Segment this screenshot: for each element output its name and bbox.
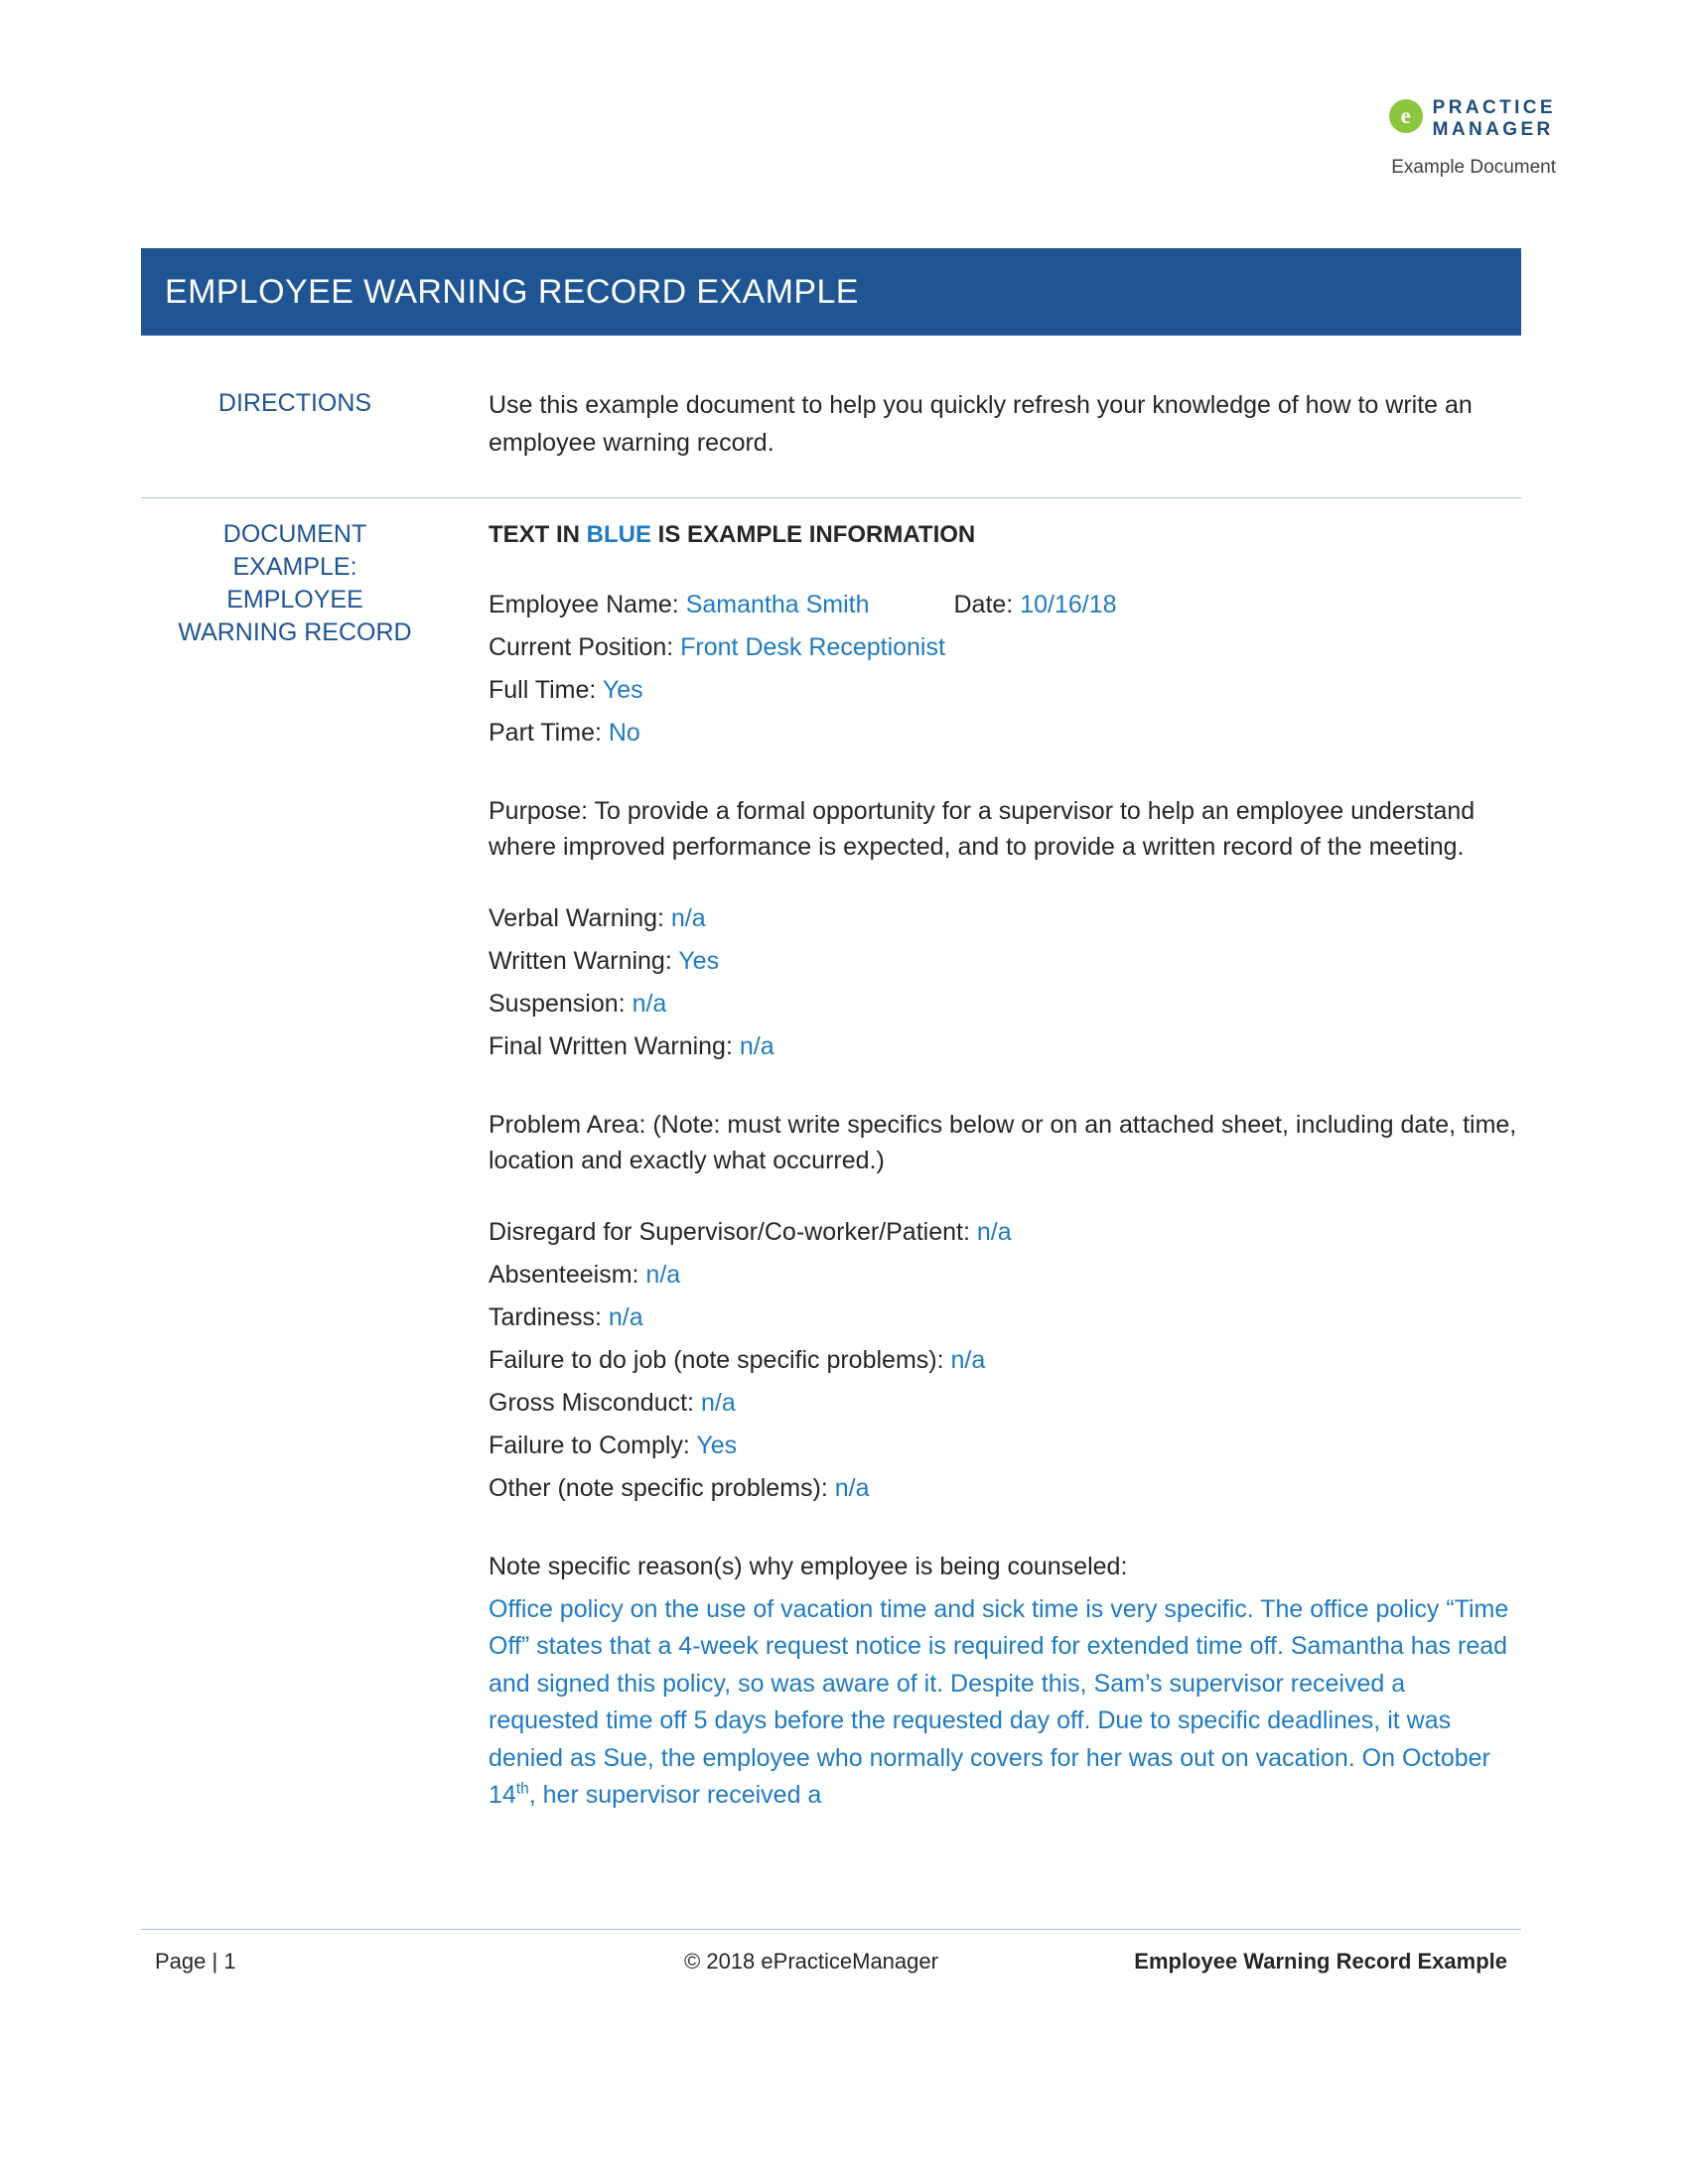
legend-pre: TEXT IN bbox=[489, 521, 587, 548]
footer-page-number: Page | 1 bbox=[155, 1949, 236, 1974]
failure-to-comply-line bbox=[489, 1428, 1521, 1463]
part-time-label: Part Time: bbox=[489, 718, 602, 747]
document-example-label bbox=[141, 498, 449, 649]
reason-paragraph bbox=[489, 1591, 1521, 1815]
employee-name-label: Employee Name: bbox=[489, 590, 679, 618]
part-time-value: No bbox=[608, 718, 640, 747]
verbal-warning-value: n/a bbox=[670, 903, 706, 932]
page-footer bbox=[141, 1949, 1521, 1975]
brand-wordmark bbox=[1433, 97, 1556, 141]
gross-misconduct-line bbox=[489, 1385, 1521, 1421]
full-time-value: Yes bbox=[602, 675, 643, 704]
footer-document-name: Employee Warning Record Example bbox=[1134, 1949, 1507, 1974]
purpose-paragraph: Purpose: To provide a formal opportunity for a supervisor to help an employee understand where improved performance is expected, and to provide a written record of the meeting. bbox=[489, 796, 1476, 861]
spacer bbox=[489, 1513, 1521, 1549]
problem-area-note: Problem Area: (Note: must write specifics below or on an attached sheet, including date, time, location and exactly what occurred.) bbox=[489, 1110, 1517, 1174]
failure-to-comply-value: Yes bbox=[696, 1431, 738, 1459]
page-title: EMPLOYEE WARNING RECORD EXAMPLE bbox=[165, 272, 859, 311]
date-label: Date: bbox=[953, 590, 1014, 618]
failure-to-do-job-label: Failure to do job (note specific problems): bbox=[489, 1345, 944, 1374]
spacer bbox=[489, 1071, 1521, 1107]
date-value: 10/16/18 bbox=[1020, 590, 1117, 618]
suspension-line bbox=[489, 986, 1521, 1022]
legend-post: IS EXAMPLE INFORMATION bbox=[651, 521, 976, 548]
label-line-employee: EMPLOYEE bbox=[226, 586, 363, 614]
suspension-label: Suspension: bbox=[489, 989, 626, 1018]
brand-logo bbox=[1389, 97, 1556, 141]
final-written-warning-value: n/a bbox=[739, 1031, 774, 1060]
verbal-warning-line bbox=[489, 900, 1521, 936]
brand-word-practice: PRACTICE bbox=[1432, 97, 1556, 118]
label-line-warning-record: WARNING RECORD bbox=[178, 618, 412, 646]
label-line-example: EXAMPLE: bbox=[232, 553, 357, 581]
final-written-warning-line bbox=[489, 1028, 1521, 1064]
brand-subtitle: Example Document bbox=[1391, 157, 1556, 178]
written-warning-label: Written Warning: bbox=[489, 946, 672, 975]
current-position-line bbox=[489, 629, 1521, 665]
full-time-label: Full Time: bbox=[489, 675, 597, 704]
tardiness-value: n/a bbox=[608, 1302, 643, 1331]
absenteeism-line bbox=[489, 1257, 1521, 1293]
employee-name-value: Samantha Smith bbox=[685, 590, 870, 618]
spacer bbox=[489, 865, 1521, 900]
directions-row bbox=[141, 367, 1521, 462]
reason-label: Note specific reason(s) why employee is being counseled: bbox=[489, 1552, 1128, 1580]
absenteeism-label: Absenteeism: bbox=[489, 1260, 639, 1289]
legend-line bbox=[489, 518, 1521, 553]
document-example-row bbox=[141, 498, 1521, 1815]
disregard-label: Disregard for Supervisor/Co-worker/Patient: bbox=[489, 1217, 970, 1246]
verbal-warning-label: Verbal Warning: bbox=[489, 903, 664, 932]
disregard-value: n/a bbox=[976, 1217, 1012, 1246]
failure-to-comply-label: Failure to Comply: bbox=[489, 1431, 690, 1459]
part-time-line bbox=[489, 715, 1521, 751]
tardiness-label: Tardiness: bbox=[489, 1302, 602, 1331]
reason-text-part1: Office policy on the use of vacation time and sick time is very specific. The office policy “Time Off” states that a 4-week request notice is required for extended time off. Samantha has read and signed this policy, so was aware of it. Despite this, Sam’s supervisor received a requested time off 5 days before the requested day off. Due to specific deadlines, it was denied as Sue, the employee who normally covers for her was out on vacation. On October 14 bbox=[489, 1594, 1509, 1810]
current-position-label: Current Position: bbox=[489, 632, 674, 661]
reason-text-ordinal: th bbox=[515, 1780, 529, 1798]
absenteeism-value: n/a bbox=[645, 1260, 681, 1289]
reason-text-part2: , her supervisor received a bbox=[528, 1781, 822, 1810]
failure-to-do-job-value: n/a bbox=[950, 1345, 986, 1374]
gross-misconduct-label: Gross Misconduct: bbox=[489, 1388, 695, 1417]
other-problems-line bbox=[489, 1470, 1521, 1506]
failure-to-do-job-line bbox=[489, 1342, 1521, 1378]
written-warning-value: Yes bbox=[678, 946, 720, 975]
footer-divider bbox=[141, 1929, 1521, 1930]
directions-label: DIRECTIONS bbox=[217, 389, 372, 417]
spacer bbox=[489, 1178, 1521, 1214]
legend-blue: BLUE bbox=[586, 521, 652, 548]
document-example-body bbox=[449, 498, 1521, 1815]
brand-word-manager: MANAGER bbox=[1432, 118, 1554, 140]
document-content bbox=[141, 367, 1521, 1815]
employee-name-line bbox=[489, 587, 1521, 622]
disregard-line bbox=[489, 1214, 1521, 1250]
other-problems-label: Other (note specific problems): bbox=[489, 1473, 828, 1502]
gross-misconduct-value: n/a bbox=[700, 1388, 736, 1417]
page-title-bar bbox=[141, 248, 1521, 336]
directions-text: Use this example document to help you quickly refresh your knowledge of how to write an employee warning record. bbox=[489, 391, 1473, 457]
written-warning-line bbox=[489, 943, 1521, 979]
tardiness-line bbox=[489, 1299, 1521, 1335]
label-line-document: DOCUMENT bbox=[222, 520, 367, 548]
spacer bbox=[489, 757, 1521, 793]
current-position-value: Front Desk Receptionist bbox=[680, 632, 945, 661]
epracticemanager-logo-icon: e bbox=[1389, 99, 1423, 133]
other-problems-value: n/a bbox=[834, 1473, 870, 1502]
directions-body bbox=[449, 367, 1521, 462]
full-time-line bbox=[489, 672, 1521, 708]
final-written-warning-label: Final Written Warning: bbox=[489, 1031, 733, 1060]
footer-copyright: © 2018 ePracticeManager bbox=[684, 1949, 938, 1974]
suspension-value: n/a bbox=[632, 989, 667, 1018]
